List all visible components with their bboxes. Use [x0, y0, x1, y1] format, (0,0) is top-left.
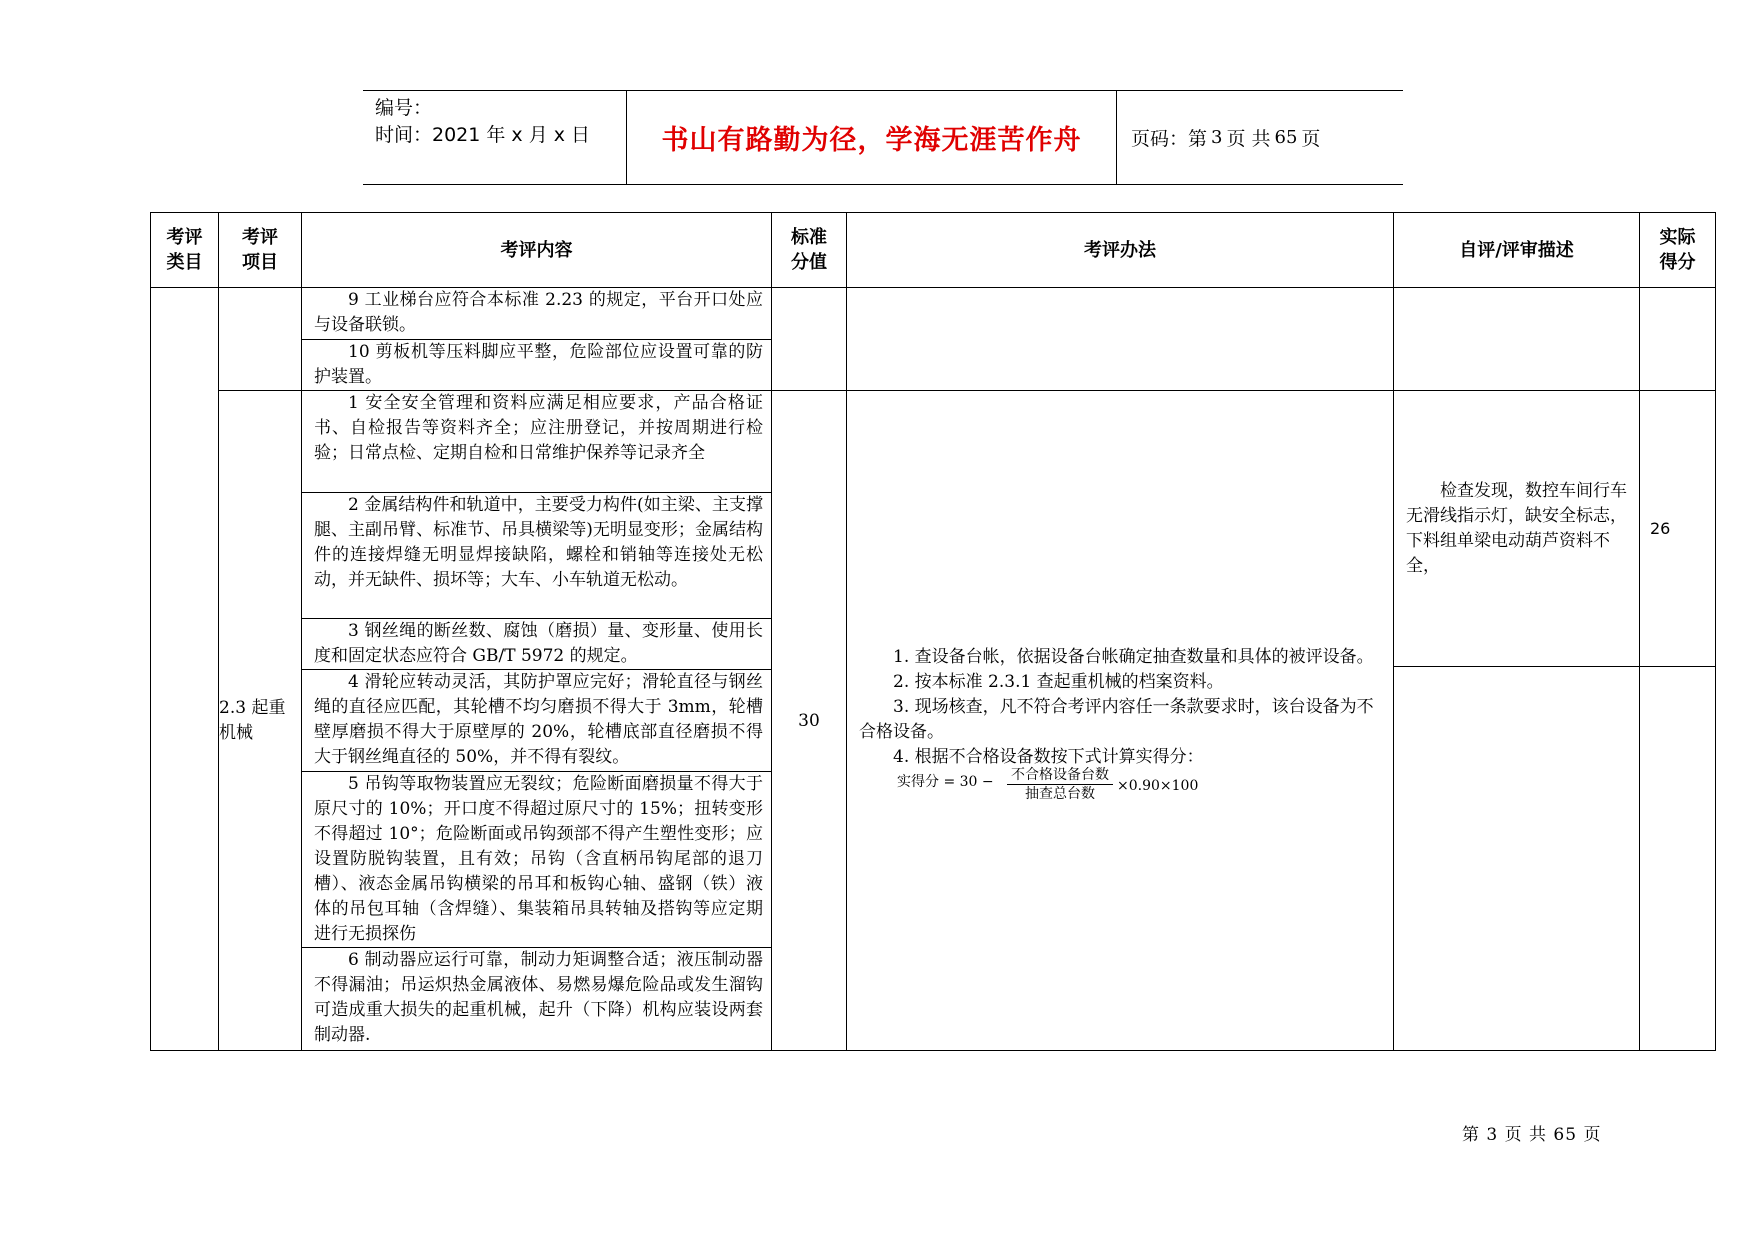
- header-actual: 实际 得分: [1640, 213, 1716, 288]
- header-item: 考评 项目: [219, 213, 302, 288]
- page-current: 3: [1211, 127, 1223, 148]
- header-category: 考评 类目: [151, 213, 219, 288]
- formula-tail: ×0.90×100: [1117, 778, 1199, 794]
- actual-score-cell: [1640, 391, 1716, 1051]
- content-item: 2 金属结构件和轨道中，主要受力构件(如主梁、主支撑腿、主副吊臂、标准节、吊具横梁等)无明显变形；金属结构件的连接焊缝无明显焊接缺陷，螺栓和销轴等连接处无松动，并无缺件、损坏等；大车、小车轨道无松动。: [302, 492, 771, 618]
- page-prefix: 页码：第: [1131, 128, 1208, 150]
- method-step: 2. 按本标准 2.3.1 查起重机械的档案资料。: [893, 672, 1224, 692]
- evaluation-table: [150, 212, 1716, 1051]
- page-header: [363, 90, 1403, 185]
- method-step: 3. 现场核查，凡不符合考评内容任一条款要求时，该台设备为不合格设备。: [859, 697, 1374, 742]
- method-step: 4. 根据不合格设备数按下式计算实得分：: [893, 747, 1204, 767]
- score-cell: 30: [772, 391, 847, 1051]
- description-cell: [1394, 288, 1640, 391]
- page-mid: 页 共: [1226, 128, 1271, 150]
- header-page-number: [1117, 91, 1403, 184]
- page-total: 65: [1274, 127, 1298, 148]
- actual-score-box: [1640, 391, 1715, 667]
- description-text-box: [1394, 391, 1639, 667]
- formula-denominator: 抽查总台数: [1025, 786, 1095, 802]
- table-row: [151, 288, 1716, 391]
- description-text: 检查发现，数控车间行车无滑线指示灯，缺安全标志，下料组单梁电动葫芦资料不全，: [1406, 480, 1627, 576]
- document-number-label: 编号：: [375, 97, 433, 119]
- formula-lhs: 实得分 = 30 −: [897, 774, 994, 790]
- header-method: 考评办法: [847, 213, 1394, 288]
- content-item: 5 吊钩等取物装置应无裂纹；危险断面磨损量不得大于原尺寸的 10%；开口度不得超过原尺寸的 15%；扭转变形不得超过 10°；危险断面或吊钩颈部不得产生塑性变形；应设置防脱钩装置，且有效；吊钩（含直柄吊钩尾部的退刀槽）、液态金属吊钩横梁的吊耳和板钩心轴、盛钢（铁）液体的吊包耳轴（含焊缝）、集装箱吊具转轴及搭钩等应定期进行无损探伤: [302, 771, 771, 947]
- method-cell: [847, 391, 1394, 1051]
- method-cell: [847, 288, 1394, 391]
- item-name-cell: 2.3 起重机械: [219, 391, 302, 1051]
- method-step: 1. 查设备台帐，依据设备台帐确定抽查数量和具体的被评设备。: [893, 647, 1374, 667]
- content-item: 9 工业梯台应符合本标准 2.23 的规定，平台开口处应与设备联锁。: [314, 290, 763, 335]
- content-item: 1 安全安全管理和资料应满足相应要求，产品合格证书、自检报告等资料齐全；应注册登记，并按周期进行检验；日常点检、定期自检和日常维护保养等记录齐全: [314, 393, 763, 463]
- content-cell: [302, 391, 772, 1051]
- table-row: [151, 391, 1716, 1051]
- header-motto: 书山有路勤为径，学海无涯苦作舟: [627, 91, 1117, 184]
- document-time: 时间：2021 年 x 月 x 日: [375, 124, 591, 146]
- page-footer: 第 3 页 共 65 页: [1462, 1125, 1602, 1145]
- formula-fraction: [1007, 766, 1113, 803]
- formula-numerator: 不合格设备台数: [1007, 766, 1113, 785]
- page-suffix: 页: [1301, 128, 1321, 150]
- actual-score: 26: [1650, 519, 1671, 538]
- content-item: 6 制动器应运行可靠，制动力矩调整合适；液压制动器不得漏油；吊运炽热金属液体、易燃易爆危险品或发生溜钩可造成重大损失的起重机械，起升（下降）机构应装设两套制动器.: [302, 947, 771, 1050]
- header-meta: [363, 91, 627, 184]
- header-content: 考评内容: [302, 213, 772, 288]
- header-score: 标准 分值: [772, 213, 847, 288]
- content-item: 4 滑轮应转动灵活，其防护罩应完好；滑轮直径与钢丝绳的直径应匹配，其轮槽不均匀磨损不得大于 3mm，轮槽壁厚磨损不得大于原壁厚的 20%，轮槽底部直径磨损不得大于钢丝绳直径的 50%，并不得有裂纹。: [302, 669, 771, 771]
- score-cell: [772, 288, 847, 391]
- score-formula: [859, 766, 1381, 802]
- header-description: 自评/评审描述: [1394, 213, 1640, 288]
- item-cell: [219, 288, 302, 391]
- content-item: 10 剪板机等压料脚应平整，危险部位应设置可靠的防护装置。: [302, 339, 771, 390]
- content-item: 3 钢丝绳的断丝数、腐蚀（磨损）量、变形量、使用长度和固定状态应符合 GB/T 5972 的规定。: [302, 618, 771, 669]
- actual-score-cell: [1640, 288, 1716, 391]
- description-cell: [1394, 391, 1640, 1051]
- content-cell: [302, 288, 772, 391]
- category-cell: [151, 288, 219, 1051]
- table-header-row: [151, 213, 1716, 288]
